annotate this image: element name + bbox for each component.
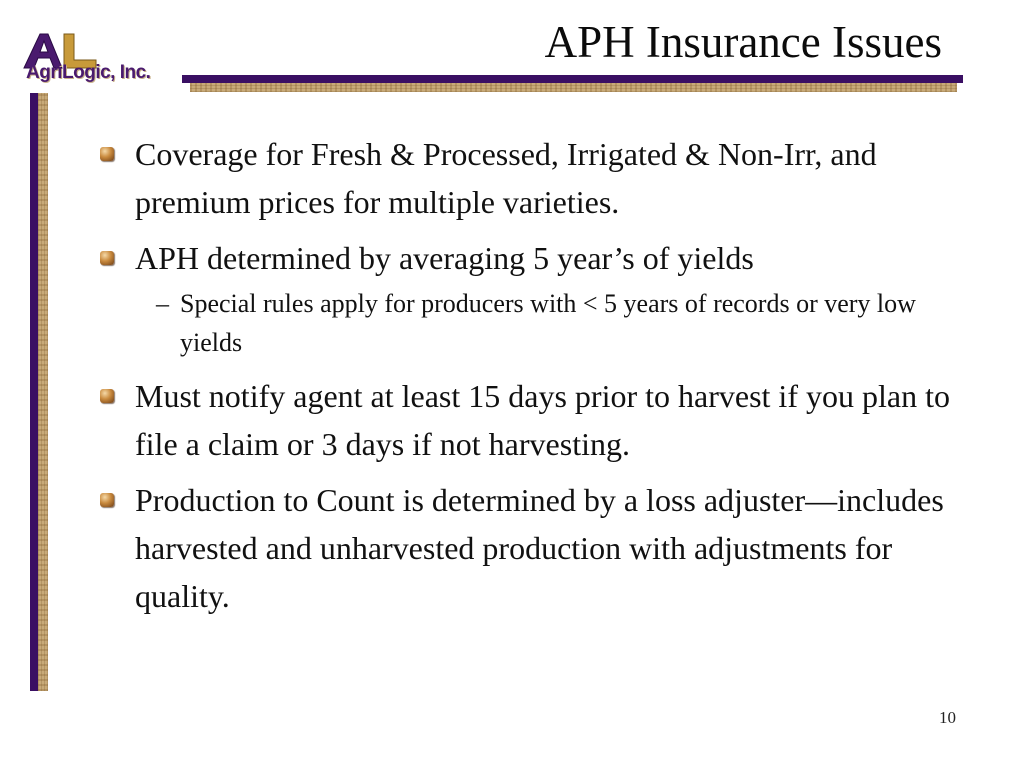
bullet-item <box>98 372 978 468</box>
bullet-text: APH determined by averaging 5 year’s of yields <box>135 240 754 276</box>
bullet-icon <box>100 147 114 161</box>
bullet-text: Must notify agent at least 15 days prior to harvest if you plan to file a claim or 3 days if not harvesting. <box>135 378 950 462</box>
dash-icon: – <box>156 289 169 318</box>
bullet-list <box>98 130 978 628</box>
logo-name: AgriLogic, Inc. <box>26 62 151 83</box>
horizontal-decorative-bar <box>182 75 963 92</box>
vertical-decorative-bar <box>30 93 48 691</box>
bullet-text: Coverage for Fresh & Processed, Irrigated & Non-Irr, and premium prices for multiple varieties. <box>135 136 877 220</box>
bullet-icon <box>100 493 114 507</box>
bullet-item <box>98 130 978 226</box>
page-number: 10 <box>939 708 956 727</box>
agrilogic-logo <box>22 30 182 92</box>
bullet-icon <box>100 389 114 403</box>
bullet-item <box>98 476 978 620</box>
bullet-item <box>98 234 978 282</box>
bullet-text: Production to Count is determined by a loss adjuster—includes harvested and unharvested production with adjustments for quality. <box>135 482 944 614</box>
sub-bullet-text: Special rules apply for producers with < 5 years of records or very low yields <box>180 289 916 357</box>
sub-bullet-item <box>98 284 978 362</box>
slide-title: APH Insurance Issues <box>544 17 942 67</box>
bullet-icon <box>100 251 114 265</box>
